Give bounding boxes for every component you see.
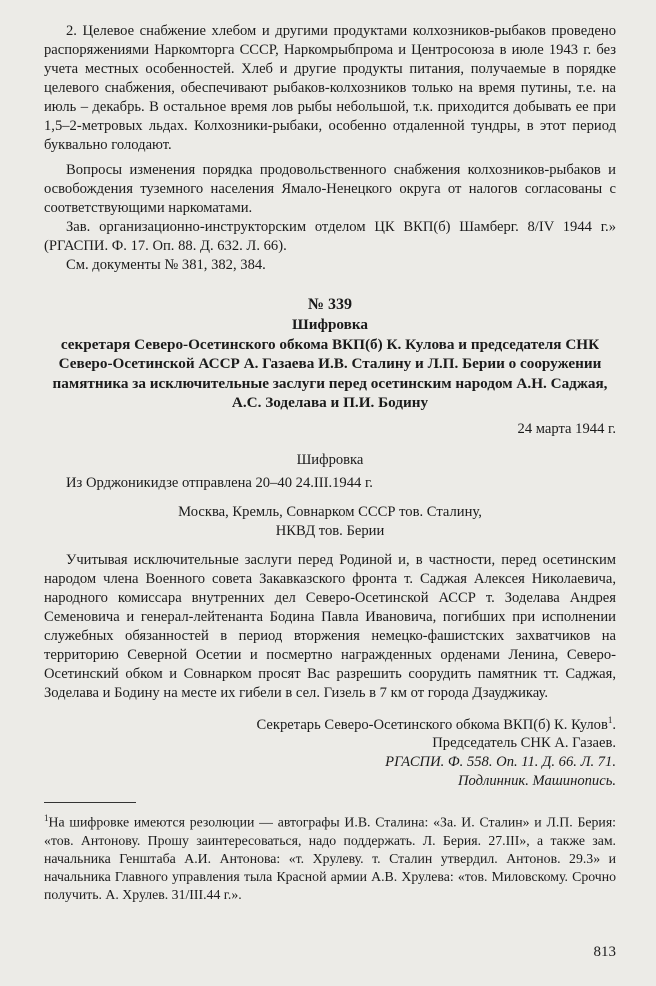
addressee-line-2: НКВД тов. Берии <box>275 522 385 539</box>
document-type: Шифровка <box>292 316 368 333</box>
original-note: Подлинник. Машинопись. <box>457 773 616 790</box>
sent-from: Из Орджоникидзе отправлена 20–40 24.III.1944 г. <box>66 474 373 491</box>
signature-kulov-text: Секретарь Северо-Осетинского обкома ВКП(б) К. Кулов <box>256 716 608 733</box>
addressee-line-1: Москва, Кремль, Совнарком СССР тов. Сталину, <box>178 503 482 520</box>
footnote-text: На шифровке имеются резолюции — автографы И.В. Сталина: «За. И. Сталин» и Л.П. Берия: «тов. Антонову. Прошу заинтересоваться, надо поддержать. Л. Берия. 27.III», а также зам. начальника Генштаба А.И. Антонова: «т. Хрулеву. т. Сталин утвердил. Антонов. 29.3» и начальника Главного управления тыла Красной армии А.В. Хрулева: «тов. Миловскому. Срочно получить. А. Хрулев. 31/III.44 г.». <box>44 814 616 902</box>
paragraph-taxes: Вопросы изменения порядка продовольственного снабжения колхозников-рыбаков и освобождения туземного населения Ямало-Ненецкого округа от налогов согласованы с соответствующими наркоматами. <box>44 162 616 216</box>
page-number: 813 <box>593 944 616 960</box>
footnote-ref: 1 <box>607 714 613 725</box>
paragraph-signature-source: Зав. организационно-инструкторским отделом ЦК ВКП(б) Шамберг. 8/IV 1944 г.» (РГАСПИ. Ф. 17. Оп. 88. Д. 632. Л. 66). <box>44 219 616 254</box>
body-text: Учитывая исключительные заслуги перед Родиной и, в частности, перед осетинским народом члена Военного совета Закавказского фронта т. Саджая Алексея Николаевича, народного комиссара внутренних дел Северо-Осетинской АССР т. Зоделава Андрея Семеновича и генерал-лейтенанта Бодина Павла Ивановича, погибших при исполнении служебных обязанностей в период вторжения немецко-фашистских захватчиков на территорию Северной Осетии и посмертно награжденных орденами Ленина, Северо-Осетинский обком и Совнарком просят Вас разрешить соорудить памятник тт. Саджая, Зоделава и Бодину на месте их гибели в сел. Гизель в 7 км от города Дзауджикау. <box>44 551 616 701</box>
document-number: № 339 <box>307 296 353 313</box>
footnote-divider <box>44 802 136 803</box>
archive-reference: РГАСПИ. Ф. 558. Оп. 11. Д. 66. Л. 71. <box>385 754 616 771</box>
document-title: секретаря Северо-Осетинского обкома ВКП(б) К. Кулова и председателя СНК Северо-Осетинской АССР А. Газаева И.В. Сталину и Л.П. Берии о сооружении памятника за исключительные заслуги перед осетинским народом А.Н. Саджая, А.С. Зоделава и П.И. Бодину <box>52 335 608 411</box>
page-content <box>44 22 616 904</box>
paragraph-see-documents: См. документы № 381, 382, 384. <box>66 257 266 273</box>
footnote <box>44 809 616 904</box>
document-date: 24 марта 1944 г. <box>517 420 616 437</box>
cipher-label: Шифровка <box>296 451 364 468</box>
signature-gazaev: Председатель СНК А. Газаев. <box>432 735 616 752</box>
paragraph-supply: 2. Целевое снабжение хлебом и другими продуктами колхозников-рыбаков проведено распоряжениями Наркомторга СССР, Наркомрыбпрома и Центросоюза в июле 1943 г. без учета местных особенностей. Хлеб и другие продукты питания, получаемые в порядке целевого снабжения, обеспечивают рыбаков-колхозников только на время путины, т.е. на июль – декабрь. В остальное время лов рыбы небольшой, т.к. приходится добывать ее при 1,5–2-метровых льдах. Колхозники-рыбаки, особенно отдаленной тундры, в этот период буквально голодают. <box>44 23 616 153</box>
footnote-mark: 1 <box>44 813 49 824</box>
signature-kulov: Секретарь Северо-Осетинского обкома ВКП(б) К. Кулов$^1$. <box>256 714 616 733</box>
